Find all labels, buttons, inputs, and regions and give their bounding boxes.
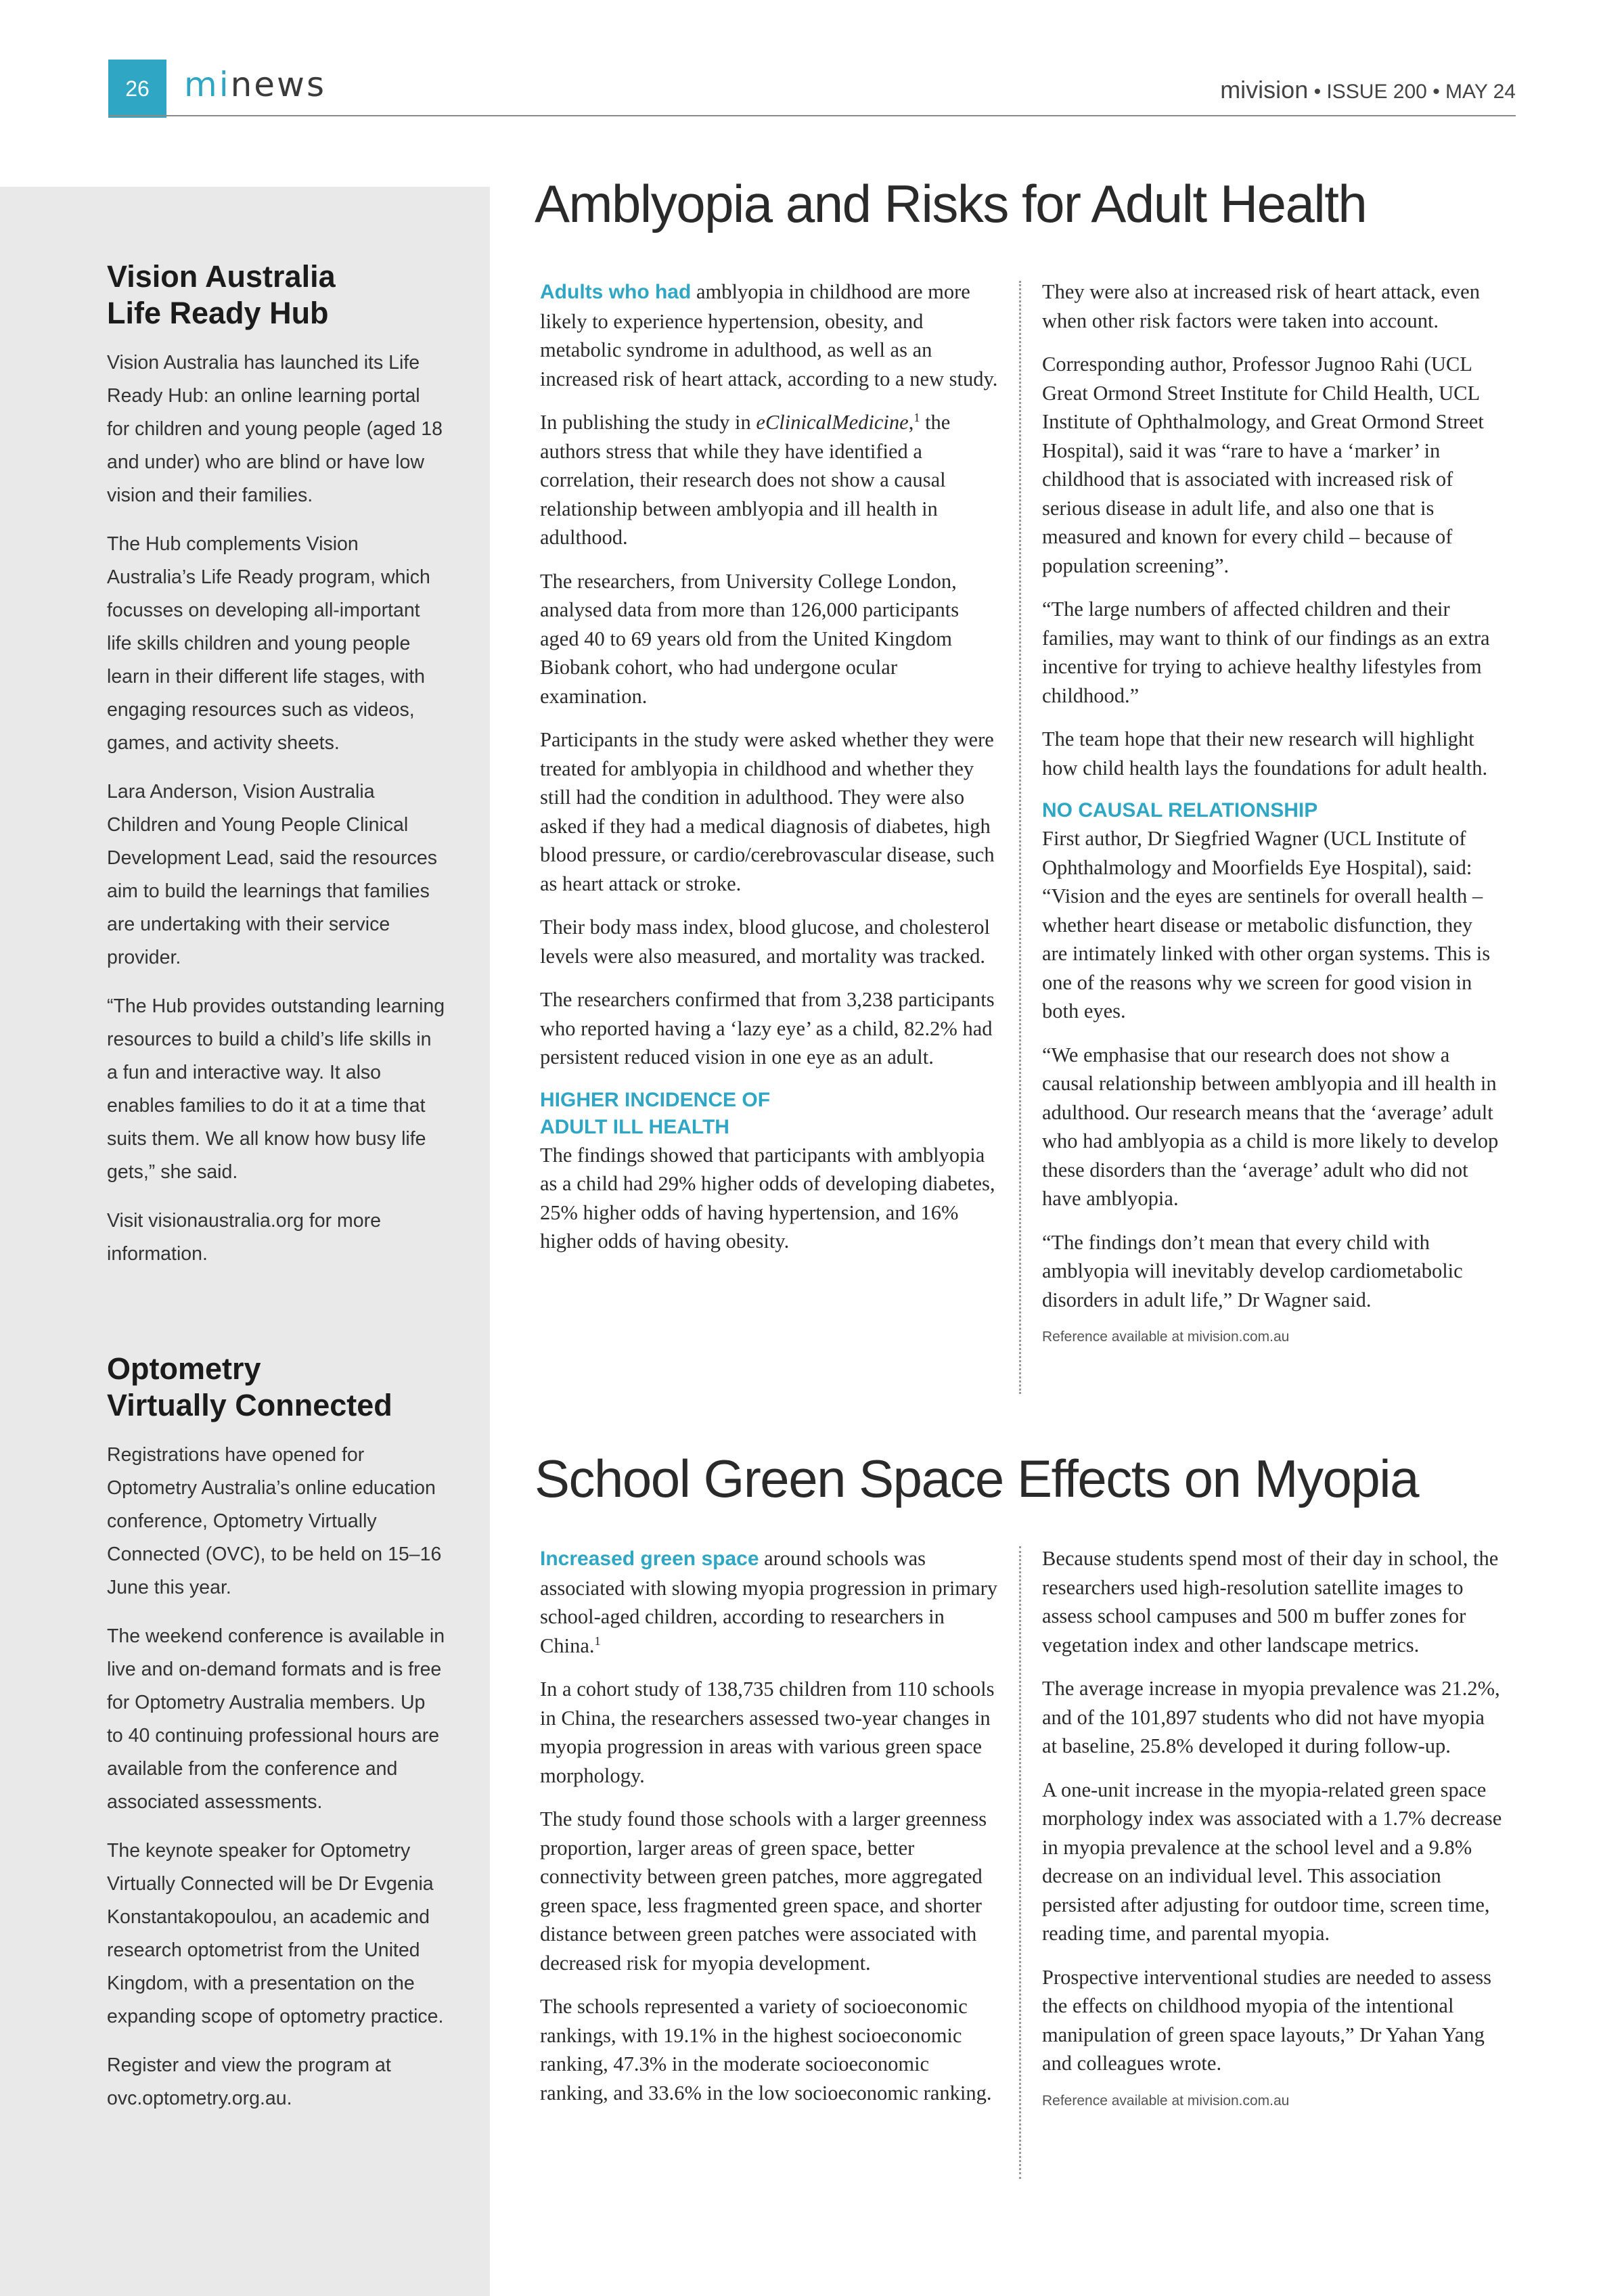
article-paragraph: Because students spend most of their day in school, the researchers used high-resolution satellite images to assess school campuses and 500 m buffer zones for vegetation index and other landscape metrics.: [1042, 1547, 1499, 1657]
article-paragraph: The average increase in myopia prevalence was 21.2%, and of the 101,897 students who did not have myopia at baseline, 25.8% developed it during follow-up.: [1042, 1677, 1500, 1757]
sidebar-paragraph: Lara Anderson, Vision Australia Children and Young People Clinical Development Lead, said the resources aim to build the learnings that families are undertaking with their service provider.: [107, 781, 437, 968]
title-line: Life Ready Hub: [107, 296, 329, 330]
subheading: NO CAUSAL RELATIONSHIP: [1042, 799, 1318, 821]
article-paragraph: Prospective interventional studies are needed to assess the effects on childhood myopia of the intentional manipulation of green space layouts,” Dr Yahan Yang and colleagues wrote.: [1042, 1965, 1492, 2075]
article-paragraph: In a cohort study of 138,735 children from 110 schools in China, the researchers assessed two-year changes in myopia progression in areas with various green space morphology.: [540, 1678, 995, 1787]
brand-prefix: mi: [184, 65, 231, 104]
article-paragraph: “We emphasise that our research does not show a causal relationship between amblyopia and ill health in adulthood. Our research means that the ‘average’ adult who had amblyopia as a child is more likely to develop these disorders than the ‘average’ adult who did not have amblyopia.: [1042, 1043, 1499, 1210]
sidebar: [0, 187, 490, 2296]
separator: •: [1313, 81, 1322, 103]
title-line: Virtually Connected: [107, 1388, 392, 1422]
sidebar-paragraph: Register and view the program at ovc.optometry.org.au.: [107, 2054, 391, 2109]
article-paragraph: Participants in the study were asked whether they were treated for amblyopia in childhood and whether they still had the condition in adulthood. They were also asked if they had a medical diagnosis of diabetes, high blood pressure, or cardio/cerebrovascular disease, such as heart attack or stroke.: [540, 728, 995, 895]
sidebar-paragraph: The weekend conference is available in live and on-demand formats and is free for Optometry Australia members. Up to 40 continuing professional hours are available from the conference and associated assessments.: [107, 1625, 445, 1813]
article-paragraph: Corresponding author, Professor Jugnoo Rahi (UCL Great Ormond Street Institute for Child Health, UCL Institute of Ophthalmology, and Great Ormond Street Hospital), said it was “rare to have a ‘marker’ in childhood that is associated with increased risk of serious disease in adult life, and also one that is measured and known for every child – because of population screening”.: [1042, 353, 1484, 577]
sidebar-paragraph: Registrations have opened for Optometry Australia’s online education conference, Optometry Virtually Connected (OVC), to be held on 15–16 June this year.: [107, 1444, 442, 1598]
issue-number: ISSUE 200: [1326, 81, 1427, 103]
separator: •: [1433, 81, 1440, 103]
title-line: Optometry: [107, 1351, 261, 1386]
issue-info: [1220, 76, 1516, 104]
article-paragraph: A one-unit increase in the myopia-related green space morphology index was associated with a 1.7% decrease in myopia prevalence at the school level and a 9.8% decrease on an individual level. This association persisted after adjusting for outdoor time, screen time, reading time, and parental myopia.: [1042, 1778, 1502, 1945]
sidebar-section-ovc: [107, 1351, 445, 2131]
article-paragraph: The researchers confirmed that from 3,238 participants who reported having a ‘lazy eye’ as a child, 82.2% had persistent reduced vision in one eye as an adult.: [540, 988, 995, 1068]
footnote-marker: 1: [914, 410, 920, 424]
sidebar-title: [107, 1351, 445, 1424]
article-paragraph: “The findings don’t mean that every child with amblyopia will inevitably develop cardiometabolic disorders in adult life,” Dr Wagner said.: [1042, 1230, 1463, 1311]
lead-paragraph: [540, 277, 1000, 393]
text: In publishing the study in: [540, 411, 757, 434]
subheading-line: HIGHER INCIDENCE OF: [540, 1088, 771, 1111]
article-column-right: [1042, 1544, 1502, 2109]
section-brand: [184, 65, 326, 104]
sidebar-title: [107, 258, 445, 332]
reference-note: Reference available at mivision.com.au: [1042, 1329, 1290, 1345]
footnote-marker: 1: [594, 1634, 601, 1648]
sidebar-section-life-ready: [107, 258, 445, 1286]
article-paragraph: The findings showed that participants with amblyopia as a child had 29% higher odds of developing diabetes, 25% higher odds of having hypertension, and 16% higher odds of having obesity.: [540, 1143, 995, 1253]
header-rule: [108, 115, 1516, 116]
article-title: Amblyopia and Risks for Adult Health: [535, 174, 1367, 233]
lead-text: amblyopia in childhood are more likely to experience hypertension, obesity, and metabolic syndrome in adulthood, as well as an increased risk of heart attack, according to a new study.: [540, 280, 998, 390]
sidebar-paragraph: The Hub complements Vision Australia’s Life Ready program, which focusses on developing all-important life skills children and young people learn in their different life stages, with engaging resources such as videos, games, and activity sheets.: [107, 533, 430, 754]
lead-in: Increased green space: [540, 1548, 759, 1570]
article-column-right: [1042, 277, 1502, 1345]
sidebar-paragraph: Visit visionaustralia.org for more information.: [107, 1210, 381, 1265]
sidebar-paragraph: “The Hub provides outstanding learning resources to build a child’s life skills in a fun and interactive way. It also enables families to do it at a time that suits them. We all know how busy life gets,” she said.: [107, 995, 445, 1183]
text: the authors stress that while they have identified a correlation, their research does not show a causal relationship between amblyopia and ill health in adulthood.: [540, 411, 951, 549]
article-paragraph: “The large numbers of affected children and their families, may want to think of our findings as an extra incentive for trying to achieve healthy lifestyles from childhood.”: [1042, 598, 1490, 707]
lead-text: around schools was associated with slowing myopia progression in primary school-aged children, according to researchers in China.: [540, 1547, 997, 1657]
article-paragraph: The study found those schools with a larger greenness proportion, larger areas of green space, better connectivity between green patches, more aggregated green space, less fragmented green space, and shorter distance between green patches were associated with decreased risk for myopia development.: [540, 1807, 987, 1975]
issue-date: MAY 24: [1445, 81, 1516, 103]
sidebar-paragraph: The keynote speaker for Optometry Virtually Connected will be Dr Evgenia Konstantakopoulou, an academic and research optometrist from the United Kingdom, with a presentation on the expanding scope of optometry practice.: [107, 1840, 444, 2027]
title-line: Vision Australia: [107, 259, 336, 294]
article-paragraph: The researchers, from University College London, analysed data from more than 126,000 participants aged 40 to 69 years old from the United Kingdom Biobank cohort, who had undergone ocular examination.: [540, 569, 960, 708]
lead-paragraph: [540, 1544, 1000, 1660]
article-paragraph: Their body mass index, blood glucose, and cholesterol levels were also measured, and mortality was tracked.: [540, 916, 990, 968]
article-title: School Green Space Effects on Myopia: [535, 1449, 1419, 1508]
reference-note: Reference available at mivision.com.au: [1042, 2092, 1290, 2109]
magazine-name: mivision: [1220, 76, 1309, 104]
lead-in: Adults who had: [540, 281, 692, 303]
page-number: 26: [108, 60, 166, 118]
column-divider: [1019, 281, 1021, 1394]
sidebar-paragraph: Vision Australia has launched its Life Ready Hub: an online learning portal for children and young people (aged 18 and under) who are blind or have low vision and their families.: [107, 352, 443, 506]
subheading-line: ADULT ILL HEALTH: [540, 1115, 729, 1138]
journal-name: eClinicalMedicine: [756, 411, 909, 434]
article-paragraph: The team hope that their new research will highlight how child health lays the foundations for adult health.: [1042, 727, 1488, 780]
article-paragraph: First author, Dr Siegfried Wagner (UCL Institute of Ophthalmology and Moorfields Eye Hospital), said: “Vision and the eyes are sentinels for overall health – whether heart disease or metabolic disfunction, they are intimately linked with other organ systems. This is one of the reasons why we screen for good vision in both eyes.: [1042, 827, 1491, 1022]
article-paragraph: They were also at increased risk of heart attack, even when other risk factors were taken into account.: [1042, 280, 1480, 332]
article-paragraph: The schools represented a variety of socioeconomic rankings, with 19.1% in the highest socioeconomic ranking, 47.3% in the moderate socioeconomic ranking, and 33.6% in the low socioeconomic ranking.: [540, 1995, 992, 2104]
column-divider: [1019, 1546, 1021, 2179]
article-column-left: [540, 1544, 1000, 2122]
subheading: [540, 1087, 1000, 1141]
article-column-left: [540, 277, 1000, 1271]
brand-suffix: news: [230, 65, 327, 104]
article-paragraph: In publishing the study in eClinicalMedicine,$^1$ the authors stress that while they have identified a correlation, their research does not show a causal relationship between amblyopia and ill health in adulthood.: [540, 410, 951, 549]
